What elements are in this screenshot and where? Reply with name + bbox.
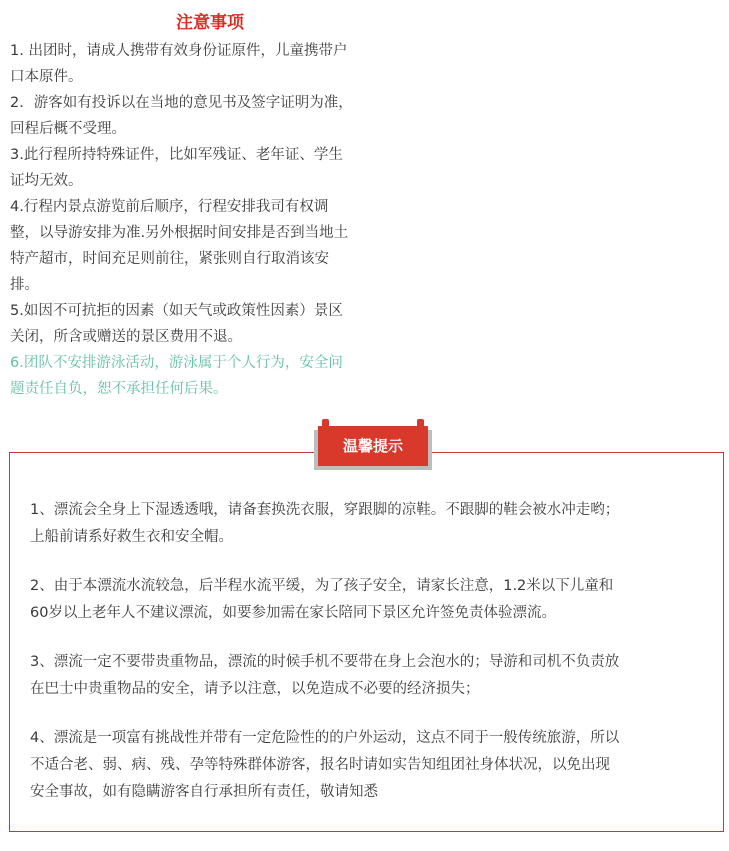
tips-list — [30, 497, 710, 828]
tips-badge-label: 温馨提示 — [318, 426, 428, 466]
badge-tab-left — [322, 419, 329, 430]
notice-section — [10, 12, 410, 402]
tips-badge — [314, 426, 432, 470]
tip-item-1: 1、漂流会全身上下湿透透哦，请备套换洗衣服，穿跟脚的凉鞋。不跟脚的鞋会被水冲走哟； 上船前请系好救生衣和安全帽。 — [30, 502, 620, 545]
notice-item-4: 4.行程内景点游览前后顺序，行程安排我司有权调 整，以导游安排为准.另外根据时间安排是否到当地土 特产超市，时间充足则前往，紧张则自行取消该安 排。 — [10, 199, 349, 293]
notice-item-2: 2．游客如有投诉以在当地的意见书及签字证明为准， 回程后概不受理。 — [10, 95, 353, 137]
tip-item-2: 2、由于本漂流水流较急，后半程水流平缓，为了孩子安全，请家长注意，1.2米以下儿童和 60岁以上老年人不建议漂流，如要参加需在家长陪同下景区允许签免责体验漂流。 — [30, 578, 614, 621]
tip-item-3: 3、漂流一定不要带贵重物品，漂流的时候手机不要带在身上会泡水的；导游和司机不负责放 在巴士中贵重物品的安全，请予以注意，以免造成不必要的经济损失； — [30, 654, 620, 697]
notice-item-6: 6.团队不安排游泳活动，游泳属于个人行为，安全问 题责任自负，恕不承担任何后果。 — [10, 355, 343, 397]
notice-item-3: 3.此行程所持特殊证件，比如军残证、老年证、学生 证均无效。 — [10, 147, 343, 189]
badge-tab-right — [417, 419, 424, 430]
notice-title: 注意事项 — [176, 13, 244, 33]
tip-item-4: 4、漂流是一项富有挑战性并带有一定危险性的的户外运动，这点不同于一般传统旅游，所以 不适合老、弱、病、残、孕等特殊群体游客，报名时请如实告知组团社身体状况，以免出现 安全事故，如有隐瞒游客自行承担所有责任，敬请知悉 — [30, 730, 620, 800]
notice-item-5: 5.如因不可抗拒的因素（如天气或政策性因素）景区 关闭，所含或赠送的景区费用不退。 — [10, 303, 343, 345]
notice-item-1: 1. 出团时，请成人携带有效身份证原件，儿童携带户 口本原件。 — [10, 43, 348, 85]
tips-box — [9, 452, 724, 832]
